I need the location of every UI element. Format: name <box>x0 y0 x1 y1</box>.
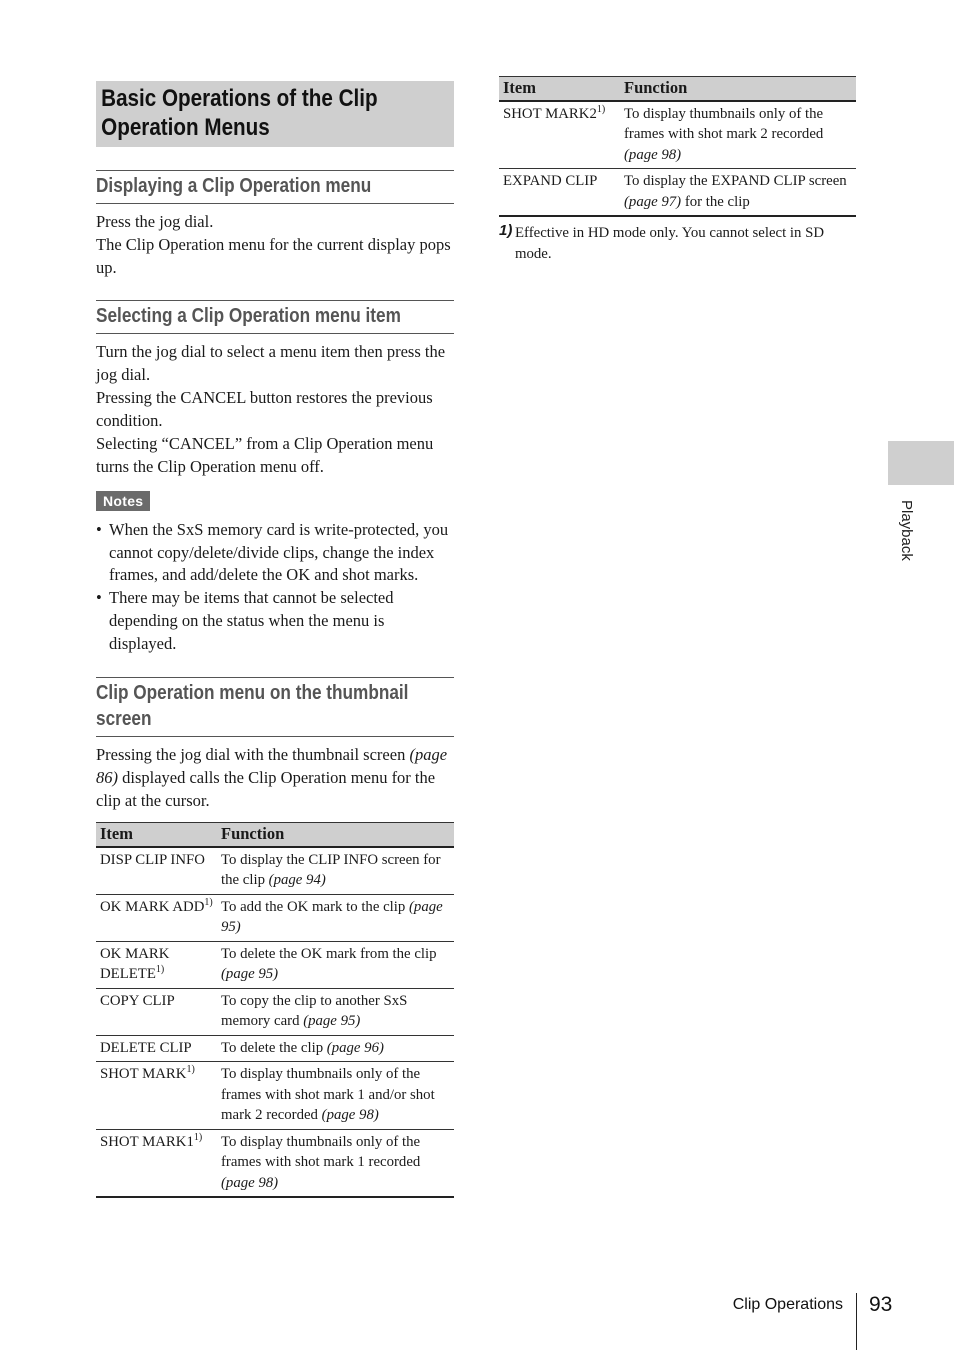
table-row <box>96 894 454 941</box>
clip-operation-table <box>96 822 454 1198</box>
page-number: 93 <box>869 1293 893 1316</box>
chapter-tab <box>888 441 954 485</box>
footnote-text: Effective in HD mode only. You cannot select in SD mode. <box>515 225 825 262</box>
table-row <box>96 1035 454 1062</box>
note-item: • When the SxS memory card is write-protected, you cannot copy/delete/divide clips, change the index frames, and add/delete the OK and shot marks. <box>96 519 454 587</box>
footnote-mark: 1) <box>499 222 513 239</box>
page-ref: (page 86) <box>96 745 448 788</box>
function-cell: To copy the clip to another SxS memory card (page 95) <box>217 988 454 1035</box>
chapter-label: Playback <box>898 500 915 561</box>
section-heading-selecting: Selecting a Clip Operation menu item <box>96 300 454 334</box>
item-cell: COPY CLIP <box>96 988 217 1035</box>
title-box <box>96 81 454 147</box>
notes-list <box>96 519 454 655</box>
left-column <box>96 81 454 1198</box>
paragraph: Turn the jog dial to select a menu item then press the jog dial. <box>96 342 446 384</box>
column-header-item: Item <box>499 77 620 101</box>
section-body-thumbnail <box>96 743 454 812</box>
clip-operation-table-continued <box>499 76 856 217</box>
table-row <box>499 101 856 169</box>
table-row <box>499 169 856 217</box>
footnote <box>499 223 856 264</box>
function-cell: To add the OK mark to the clip (page 95) <box>217 894 454 941</box>
paragraph: Pressing the jog dial with the thumbnail screen (page 86) displayed calls the Clip Operation menu for the clip at the cursor. <box>96 745 448 811</box>
paragraph: The Clip Operation menu for the current display pops up. <box>96 235 451 277</box>
table-row <box>96 941 454 988</box>
item-cell: SHOT MARK2$^{1)}$ <box>499 101 620 169</box>
section-body-selecting <box>96 340 454 478</box>
table-row <box>96 1129 454 1197</box>
column-header-function: Function <box>217 823 454 847</box>
function-cell: To display the EXPAND CLIP screen (page 97) for the clip <box>620 169 856 217</box>
item-cell: DISP CLIP INFO <box>96 847 217 895</box>
page-title: Basic Operations of the Clip Operation Menus <box>96 81 453 146</box>
function-cell: To delete the clip (page 96) <box>217 1035 454 1062</box>
footer-divider <box>856 1293 857 1350</box>
paragraph: Pressing the CANCEL button restores the previous condition. <box>96 388 433 430</box>
table-row <box>96 1062 454 1130</box>
column-header-item: Item <box>96 823 217 847</box>
function-cell: To delete the OK mark from the clip (page 95) <box>217 941 454 988</box>
paragraph: Selecting “CANCEL” from a Clip Operation menu turns the Clip Operation menu off. <box>96 434 434 476</box>
paragraph: Press the jog dial. <box>96 212 214 231</box>
item-cell: EXPAND CLIP <box>499 169 620 217</box>
section-body-displaying <box>96 210 454 279</box>
function-cell: To display thumbnails only of the frames with shot mark 2 recorded (page 98) <box>620 101 856 169</box>
right-column <box>499 76 856 264</box>
function-cell: To display thumbnails only of the frames with shot mark 1 recorded (page 98) <box>217 1129 454 1197</box>
note-item: • There may be items that cannot be selected depending on the status when the menu is displayed. <box>96 587 454 655</box>
function-cell: To display thumbnails only of the frames with shot mark 1 and/or shot mark 2 recorded (page 98) <box>217 1062 454 1130</box>
function-cell: To display the CLIP INFO screen for the clip (page 94) <box>217 847 454 895</box>
column-header-function: Function <box>620 77 856 101</box>
item-cell: DELETE CLIP <box>96 1035 217 1062</box>
table-row <box>96 847 454 895</box>
item-cell: SHOT MARK1$^{1)}$ <box>96 1129 217 1197</box>
item-cell: OK MARK DELETE$^{1)}$ <box>96 941 217 988</box>
item-cell: OK MARK ADD$^{1)}$ <box>96 894 217 941</box>
notes-badge: Notes <box>96 491 150 511</box>
section-heading-thumbnail: Clip Operation menu on the thumbnail screen <box>96 677 454 737</box>
section-heading-displaying: Displaying a Clip Operation menu <box>96 170 454 204</box>
table-row <box>96 988 454 1035</box>
item-cell: SHOT MARK$^{1)}$ <box>96 1062 217 1130</box>
footer-section-title: Clip Operations <box>732 1296 843 1313</box>
